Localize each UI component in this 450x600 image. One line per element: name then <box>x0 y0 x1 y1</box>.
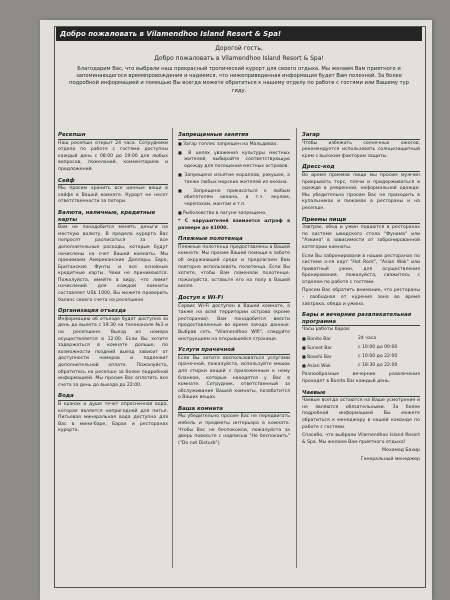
section-heading: Дресс-код <box>302 164 420 172</box>
fine-notice: * С нарушителей взимается штраф в размере до $1000. <box>178 219 290 231</box>
section-heading: Ресепшн <box>58 132 168 140</box>
paragraph: Информацию об отъезде будет доступна за день до вылета с 19:30 на телеканале №3 и на ресепшене. Выезд из номера осуществляется в 12:00. Если Вы хотите задержаться в комнате дольше, по возможности поздний выезд зависит от доступности номеров и подлежит дополнительной оплате. Пожалуйста, обратитесь на ресепшн за более подробной информацией. Мы просим Вас оплатить все счета за день до выезда до 22:00. <box>58 316 168 388</box>
header-banner: Добро пожаловать в Vilamendhoo Island Resort & Spa! <box>56 27 422 41</box>
paragraph: Завтрак, обед и ужин подаются в ресторанах по системе шведского стола "Фунама" или "Азкина" в зависимости от забронированной категории комнаты. <box>302 225 420 250</box>
paragraph: Разнообразные вечерние развлечения проходят в Bonito Bar каждый день. <box>302 372 420 384</box>
paragraph: Вам не понадобится менять деньги на местную валюту. В предела курорта Вас попросят расписаться за все дополнительные расходы, которые будут начислены на счет Вашей комнаты. Мы принимаем Американские Доллары, Евро, Британские Фунты и все основные кредитные карты. Чеки не принимаются. Пожалуйста, имейте в виду, что лимит начислений для каждой комнаты составляет US$ 1000, Вы можете проверить баланс своего счета на ресепшене. <box>58 225 168 303</box>
section-heading: Валюта, наличные, кредитные карты <box>58 210 168 224</box>
bar-name: ■ Sunset Bar <box>302 345 358 353</box>
greeting: Дорогой гость, <box>215 45 263 52</box>
paragraph: Часы работы баров: <box>302 327 351 333</box>
column-left <box>58 128 168 437</box>
bar-hours-row <box>302 345 420 354</box>
bar-hours-row <box>302 354 420 363</box>
paragraph: Пляжные полотенца предоставлены в Вашей комнате. Мы просим Вашей помощи в заботе об окружающей среде и предлагаем Вам повторно использовать полотенца. Если Вы хотите, чтобы Вам поменяли полотенце, пожалуйста, оставьте его на полу в Вашей вилле. <box>178 244 290 290</box>
signature-line: Мохамед Бахир <box>382 448 420 454</box>
bar-name: ■ Bonito Bar <box>302 336 358 344</box>
printed-sheet <box>40 20 432 600</box>
section-heading: Вода <box>58 393 168 401</box>
column-divider <box>296 128 297 568</box>
bullet-item: ■ Рыболовство в лагуне запрещено. <box>178 210 290 218</box>
section-heading: Бары и вечерние развлекательная программа <box>302 312 420 326</box>
paragraph: Наш ресепшн открыт 24 часа. Сотрудники отдела по работе с гостями доступны каждый день с 08:00 до 19:00 для любых вопросов, пожеланий, комментариев и предложений. <box>58 140 168 172</box>
welcome-line: Добро пожаловать в Vilamendhoo Island Resort & Spa! <box>154 55 324 62</box>
paragraph: Мы убедительно просим Вас не передвигать мебель и предметы интерьера в комнате. Чтобы Вас не беспокоили, пожалуйста за дверь повесьте с надписью "Не беспокоить" ("Do not Disturb"). <box>178 414 290 446</box>
section-heading: Ваша комната <box>178 406 290 414</box>
paragraph: Спасибо, что выбрали Vilamendhoo Island Resort & Spa. Мы желаем Вам приятного отдыха! <box>302 433 420 445</box>
paragraph: Мы просим хранить все ценные вещи в сейфе в Вашей комнате. Курорт не несет ответственности за потери. <box>58 186 168 205</box>
paragraph: Чаевые всегда остаются на Ваше усмотрение и не являются обязательными. За более подробной информацией Вы можете обратиться к менеджеру в нашей команде по работе с гостями. <box>302 398 420 430</box>
column-right <box>302 128 420 466</box>
section-heading: Услуги прачечной <box>178 347 290 355</box>
section-heading: Пляжные полотенца <box>178 236 290 244</box>
paragraph: Если Вы забронировали в наших ресторанах по системе а-ля карт "Hot Rock", "Asian Wok" или приватный ужин, для осуществления бронирования, пожалуйста, свяжитесь с отделом по работе с гостями. <box>302 253 420 285</box>
bar-name: ■ Boashi Bar <box>302 354 358 362</box>
section-heading: Приемы пищи <box>302 217 420 225</box>
section-heading: Организация отъезда <box>58 308 168 316</box>
bullet-item: ■ Запрещено прикасаться к любым обитателям океана, в т.ч. акулам, черепахам, мантам и т.п. <box>178 188 290 209</box>
bar-name: ■ Asian Wok <box>302 363 358 371</box>
section-heading: Сейф <box>58 178 168 186</box>
paragraph: Чтобы избежать солнечных ожогов, рекомендуется использовать солнцезащитный крем с высоким фактором защиты. <box>302 140 420 159</box>
bullet-item: ■ Загар топлес запрещен на Мальдивах. <box>178 141 290 149</box>
column-divider <box>172 128 173 568</box>
bar-hours: с 18:30 до 22:00 <box>358 363 398 369</box>
bar-hours: с 10:00 до 22:00 <box>358 354 398 360</box>
signature-line: Генеральный менеджер <box>360 456 420 462</box>
bullet-item: ■ Запрещено изъятие кораллов, ракушек, а также любых морских жителей из океана. <box>178 172 290 186</box>
bar-hours: 24 часа <box>358 336 377 342</box>
paragraph: Если Вы хотите воспользоваться услугами прачечной, пожалуйста, используйте мешок для стирки вещей с приложенным к нему бланком, которые находятся у Вас в комнате. Сотрудник, ответственный за обслуживание Вашей комнаты, позаботится о Ваших вещах. <box>178 355 290 401</box>
bullet-item: ■ В целях уважения культуры местных жителей, выбирайте соответствующую одежду для посещения местных островов. <box>178 150 290 171</box>
paragraph: Просим Вас обратить внимание, что рестораны – свободная от курения зона во время завтрака, обеда и ужина. <box>302 288 420 307</box>
section-heading: Доступ к Wi-Fi <box>178 295 290 303</box>
column-middle <box>178 128 290 449</box>
intro-paragraph: Благодарим Вас, что выбрали наш прекрасный тропический курорт для своего отдыха. Мы желаем Вам приятного и запоминающегося времяпровождения и надеемся, что нижеприведенная информация будет Вам полезной. За более подробной информацией и помощью Вы всегда можете обратиться к нашему отделу по работе с гостями или Вашему тур гиду. <box>69 66 409 94</box>
bar-hours-row <box>302 336 420 345</box>
paragraph: Сервис Wi-Fi доступен в Вашей комнате, а также на всей территории острова (кроме ресторанов). Вам понадобится ввести предоставленные во время заезда данные. Выбрав сеть "Vilamendhoo Wifi", следуйте инструкциям на открывшейся странице. <box>178 303 290 342</box>
paragraph: Во время приемов пищи мы просим мужчин прикрывать торс, плечи и придерживаться в одежде в умеренной, неформальной одежде. Мы убедительно просим Вас не приходить в купальниках и пижамах в рестораны и на ресепшн. <box>302 172 420 211</box>
bar-hours: с 10:00 до 00:00 <box>358 345 398 351</box>
section-heading: Чаевые <box>302 390 420 398</box>
section-heading: Загар <box>302 132 420 140</box>
section-heading: Запрещенные занятия <box>178 132 290 140</box>
paragraph: В кранах и душе течет опресненная вода, которая является непригодной для питья. Питьевая минеральная вода доступна для Вас в мини-баре, Барах и ресторанах курорта. <box>58 401 168 434</box>
